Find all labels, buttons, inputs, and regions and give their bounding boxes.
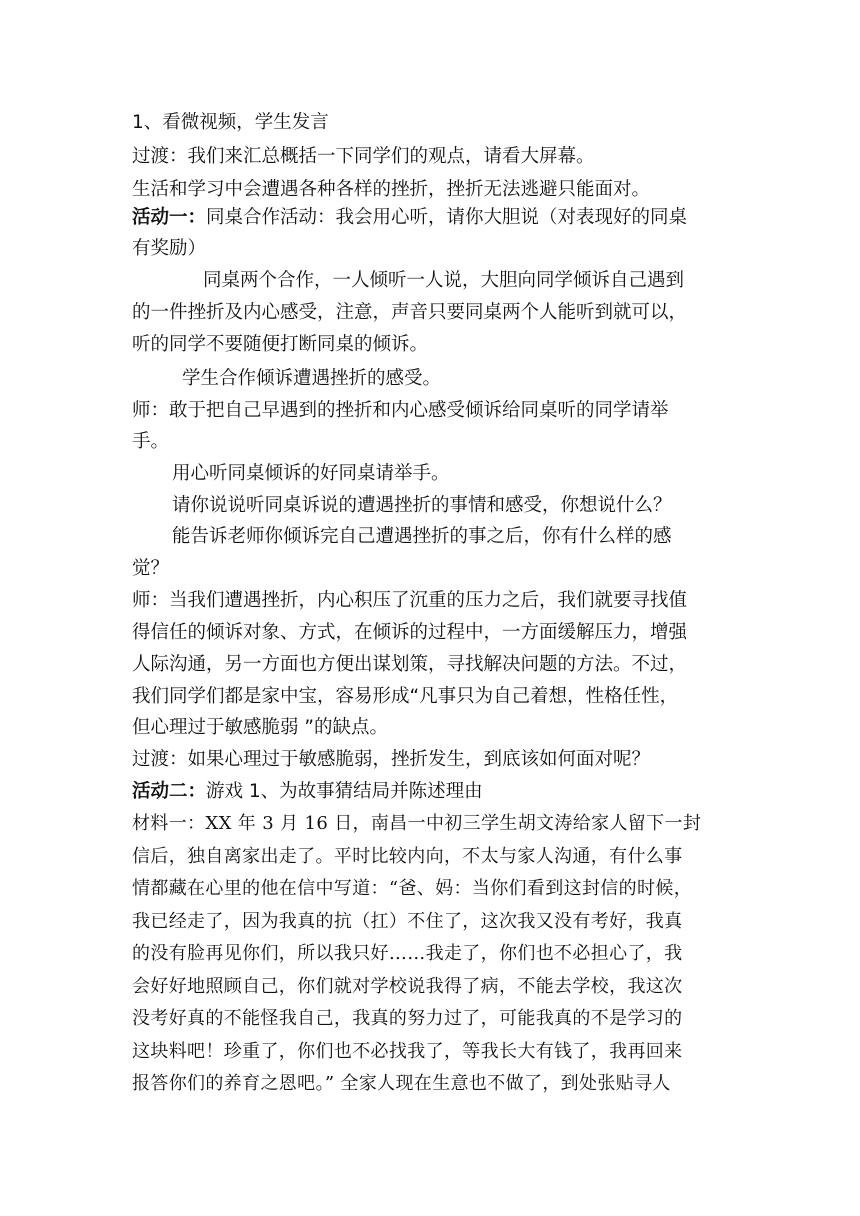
text-line: [132, 396, 742, 426]
material-line: [132, 874, 742, 904]
material-line: [132, 842, 742, 872]
line-text: 得信任的倾诉对象、方式，在倾诉的过程中，一方面缓解压力，增强: [132, 622, 688, 643]
line-text: 这块料吧！珍重了，你们也不必找我了，等我长大有钱了，我再回来: [132, 1041, 683, 1062]
line-text: 人际沟通，另一方面也方便出谋划策，寻找解决问题的方法。不过，: [132, 654, 688, 675]
line-text: 我们同学们都是家中宝，容易形成“凡事只为自己着想，性格任性，: [132, 686, 679, 707]
text-line: [132, 586, 742, 616]
text-line: [132, 108, 742, 138]
text-line: [132, 618, 742, 648]
text-line: [132, 364, 742, 394]
line-text: 会好好地照顾自己，你们就对学校说我得了病，不能去学校，我这次: [132, 976, 683, 997]
material-line: [132, 1037, 742, 1067]
activity-label: 活动一：: [132, 207, 207, 228]
line-text: 过渡：如果心理过于敏感脆弱，挫折发生，到底该如何面对呢？: [132, 749, 651, 770]
text-line: [132, 713, 742, 743]
text-line: [132, 266, 742, 296]
text-line: [132, 522, 742, 552]
line-text: 有奖励）: [132, 238, 207, 259]
line-text: 师：当我们遭遇挫折，内心积压了沉重的压力之后，我们就要寻找值: [132, 590, 688, 611]
text-line: [132, 330, 742, 360]
text-line: [132, 234, 742, 264]
text-line: [132, 491, 742, 521]
activity-one-heading: [132, 203, 742, 233]
line-text: 情都藏在心里的他在信中写道：“爸、妈：当你们看到这封信的时候，: [132, 878, 693, 899]
text-line: [132, 175, 742, 205]
line-text: 没考好真的不能怪我自己，我真的努力过了，可能我真的不是学习的: [132, 1008, 683, 1029]
text-line: [132, 459, 742, 489]
activity-two-heading: [132, 777, 742, 807]
line-text: 我已经走了，因为我真的抗（扛）不住了，这次我又没有考好，我真: [132, 911, 683, 932]
text-line: [132, 298, 742, 328]
activity-label: 活动二：: [132, 781, 207, 802]
line-text: 报答你们的养育之恩吧。” 全家人现在生意也不做了，到处张贴寻人: [132, 1073, 671, 1094]
text-line: [132, 427, 742, 457]
line-text: 信后，独自离家出走了。平时比较内向，不太与家人沟通，有什么事: [132, 846, 683, 867]
line-text: 听的同学不要随便打断同桌的倾诉。: [132, 334, 429, 355]
line-text: 同桌两个合作，一人倾听一人说，大胆向同学倾诉自己遇到: [203, 270, 685, 291]
text-line: [132, 745, 742, 775]
line-text: 师：敢于把自己早遇到的挫折和内心感受倾诉给同桌听的同学请举: [132, 400, 669, 421]
line-text: 1、看微视频，学生发言: [132, 112, 329, 133]
line-text: 手。: [132, 431, 170, 452]
line-text: 请你说说听同桌诉说的遭遇挫折的事情和感受，你想说什么？: [172, 495, 672, 516]
material-line: [132, 1069, 742, 1099]
line-text: 觉？: [132, 558, 170, 579]
material-line: [132, 939, 742, 969]
material-line: [132, 972, 742, 1002]
material-line: [132, 907, 742, 937]
line-text: 的没有脸再见你们，所以我只好……我走了，你们也不必担心了，我: [132, 943, 683, 964]
line-text: 过渡：我们来汇总概括一下同学们的观点，请看大屏幕。: [132, 146, 595, 167]
text-line: [132, 650, 742, 680]
line-text: 生活和学习中会遭遇各种各样的挫折，挫折无法逃避只能面对。: [132, 179, 651, 200]
line-text: 的一件挫折及内心感受，注意，声音只要同桌两个人能听到就可以，: [132, 302, 688, 323]
line-text: 材料一：XX 年 3 月 16 日，南昌一中初三学生胡文涛给家人留下一封: [132, 813, 702, 834]
line-text: 能告诉老师你倾诉完自己遭遇挫折的事之后，你有什么样的感: [172, 526, 672, 547]
material-line: [132, 809, 742, 839]
line-text: 游戏 1、为故事猜结局并陈述理由: [206, 781, 483, 802]
line-text: 学生合作倾诉遭遇挫折的感受。: [182, 368, 442, 389]
line-text: 用心听同桌倾诉的好同桌请举手。: [172, 463, 450, 484]
line-text: 但心理过于敏感脆弱 ”的缺点。: [132, 717, 388, 738]
text-line: [132, 682, 742, 712]
text-line: [132, 142, 742, 172]
line-text: 同桌合作活动：我会用心听，请你大胆说（对表现好的同桌: [206, 207, 688, 228]
material-line: [132, 1004, 742, 1034]
text-line: [132, 554, 742, 584]
